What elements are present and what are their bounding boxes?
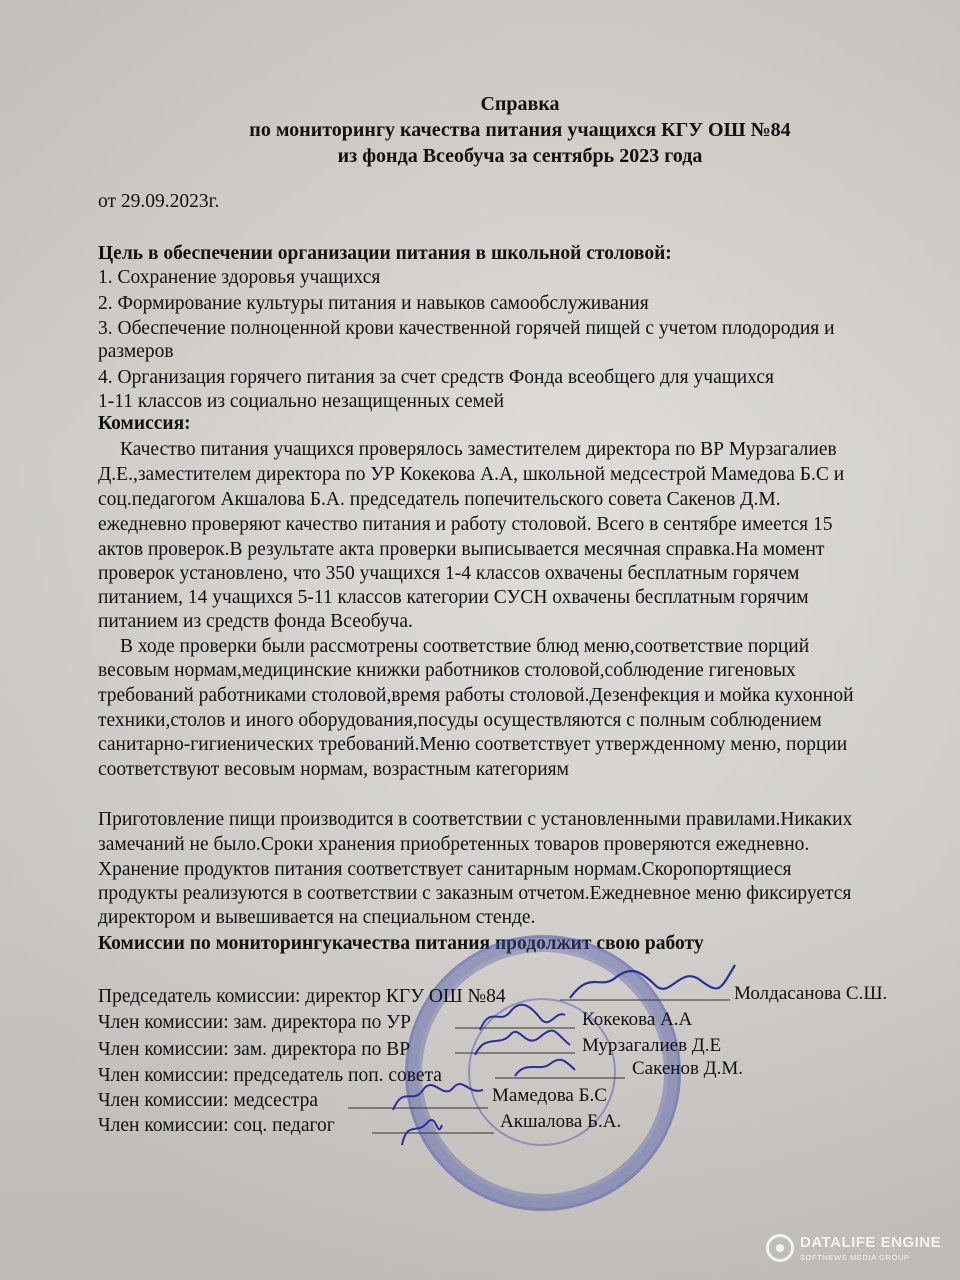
- signature-name: Кокекова А.А: [582, 1009, 693, 1030]
- paragraph-line: питанием, 14 учащихся 5-11 классов категории СУСН охвачены бесплатным горячим: [98, 587, 809, 608]
- handwritten-signature: [560, 960, 740, 1010]
- paragraph-line: Качество питания учащихся проверялось заместителем директора по ВР Мурзагалиев: [120, 439, 837, 460]
- doc-subtitle-2: из фонда Всеобуча за сентябрь 2023 года: [337, 145, 703, 167]
- handwritten-signature: [495, 1050, 630, 1085]
- signature-role: Член комиссии: зам. директора по ВР: [98, 1039, 411, 1060]
- closing-statement: Комиссии по мониторингукачества питания продолжит свою работу: [98, 933, 704, 954]
- paragraph-line: требований работниками столовой,время работы столовой.Дезенфекция и мойка кухонной: [98, 685, 854, 706]
- datalife-logo-icon: [766, 1234, 794, 1262]
- paragraph-line: В ходе проверки были рассмотрены соответствие блюд меню,соответствие порций: [120, 636, 810, 657]
- signature-role: Член комиссии: медсестра: [98, 1090, 318, 1111]
- paragraph-line: директором и вывешивается на специальном стенде.: [98, 907, 536, 928]
- signature-name: Акшалова Б.А.: [500, 1111, 622, 1132]
- commission-heading: Комиссия:: [98, 413, 191, 434]
- watermark: [766, 1232, 946, 1272]
- paragraph-line: актов проверок.В результате акта проверки выписывается месячная справка.На момент: [98, 539, 825, 560]
- paragraph-line: ежедневно проверяют качество питания и работу столовой. Всего в сентябре имеется 15: [98, 514, 833, 535]
- goal-line: 1. Сохранение здоровья учащихся: [98, 267, 381, 288]
- goal-line: 1-11 классов из социально незащищенных семей: [98, 391, 505, 412]
- paragraph-line: проверок установлено, что 350 учащихся 1-4 классов охвачены бесплатным горячем: [98, 563, 800, 584]
- signature-name: Мамедова Б.С: [492, 1085, 607, 1106]
- paragraph-line: Приготовление пищи производится в соответствии с установленными правилами.Никаких: [98, 809, 853, 830]
- paragraph-line: санитарно-гигиенических требований.Меню соответствует утвержденному меню, порции: [98, 734, 848, 755]
- paragraph-line: Д.Е.,заместителем директора по УР Кокекова А.А, школьной медсестрой Мамедова Б.С и: [98, 464, 845, 485]
- goal-line: 4. Организация горячего питания за счет средств Фонда всеобщего для учащихся: [98, 367, 774, 388]
- signature-role: Член комиссии: председатель поп. совета: [98, 1065, 442, 1086]
- watermark-sub: SOFTNEWS MEDIA GROUP: [800, 1253, 910, 1262]
- paragraph-line: соц.педагогом Акшалова Б.А. председатель попечительского совета Сакенов Д.М.: [98, 489, 781, 510]
- signature-name: Молдасанова С.Ш.: [734, 983, 888, 1004]
- signature-role: Председатель комиссии: директор КГУ ОШ №84: [98, 986, 506, 1007]
- signature-name: Сакенов Д.М.: [632, 1058, 744, 1079]
- goal-line: 3. Обеспечение полноценной крови качественной горячей пищей с учетом плодородия и: [98, 318, 835, 339]
- paragraph-line: техники,столов и иного оборудования,посуды осуществляются с полным соблюдением: [98, 710, 822, 731]
- paragraph-line: Хранение продуктов питания соответствует санитарным нормам.Скоропортящиеся: [98, 859, 792, 880]
- paragraph-line: весовым нормам,медицинские книжки работников столовой,соблюдение гигеновых: [98, 660, 796, 681]
- signature-name: Мурзагалиев Д.Е: [582, 1035, 722, 1056]
- goal-line: 2. Формирование культуры питания и навыков самообслуживания: [98, 293, 649, 314]
- goal-line: размеров: [98, 341, 174, 362]
- watermark-main: DATALIFE ENGINE: [800, 1234, 942, 1251]
- paragraph-line: продукты реализуются в соответствии с заказным отчетом.Ежедневное меню фиксируется: [98, 883, 852, 904]
- signature-role: Член комиссии: зам. директора по УР: [98, 1012, 411, 1033]
- paragraph-line: замечаний не было.Сроки хранения приобретенных товаров проверяются ежедневно.: [98, 834, 810, 855]
- goal-heading: Цель в обеспечении организации питания в школьной столовой:: [98, 243, 672, 264]
- paragraph-line: соответствуют весовым нормам, возрастным категориям: [98, 759, 569, 780]
- doc-subtitle-1: по мониторингу качества питания учащихся КГУ ОШ №84: [249, 119, 791, 141]
- handwritten-signature: [372, 1105, 497, 1150]
- paragraph-line: питанием из средств фонда Всеобуча.: [98, 611, 413, 632]
- doc-title: Справка: [480, 93, 560, 115]
- signature-role: Член комиссии: соц. педагог: [98, 1115, 335, 1136]
- doc-date: от 29.09.2023г.: [98, 191, 220, 212]
